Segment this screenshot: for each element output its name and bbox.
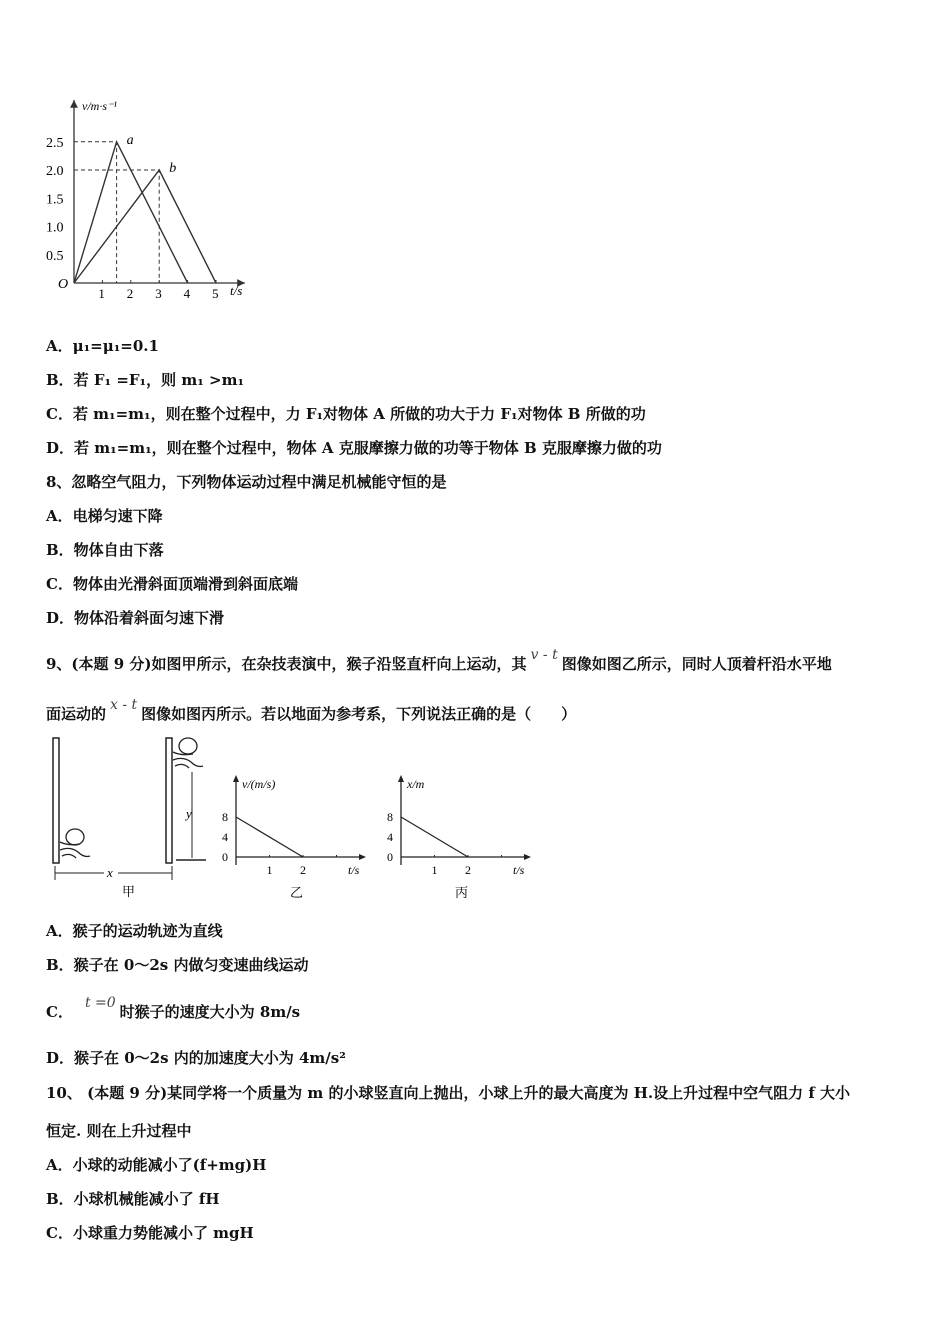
- series-line-b: [74, 170, 216, 283]
- q9-stem-part4: 图像如图丙所示。若以地面为参考系，下列说法正确的是（ ）: [141, 705, 577, 723]
- x-tick-label: 4: [183, 286, 191, 301]
- x-axis-label: t/s: [513, 863, 525, 877]
- x-axis-arrow-icon: [359, 854, 366, 860]
- q10-option-b: B．小球机械能减小了 fH: [46, 1190, 220, 1208]
- q8-option-d: D．物体沿着斜面匀速下滑: [46, 609, 225, 627]
- pole-right: [166, 738, 172, 863]
- q9-option-c-text: 时猴子的速度大小为 8m/s: [119, 1003, 301, 1021]
- pole-left: [53, 738, 59, 863]
- x-tick-label: 2: [465, 863, 471, 877]
- y-tick-label: 2.5: [46, 135, 64, 151]
- x-tick-label: 2: [126, 286, 134, 301]
- y-axis-arrow-icon: [233, 775, 239, 782]
- q9-stem-line2: [46, 697, 577, 725]
- q8-stem: 8、忽略空气阻力，下列物体运动过程中满足机械能守恒的是: [46, 473, 447, 491]
- figure-yi-vt-graph: [220, 770, 380, 905]
- q9-stem-part3: 面运动的: [46, 705, 107, 723]
- q7-option-c: C．若 m₁=m₁，则在整个过程中，力 F₁对物体 A 所做的功大于力 F₁对物体 B 所做的功: [46, 405, 646, 423]
- q9-option-a: A．猴子的运动轨迹为直线: [46, 922, 223, 940]
- x-label: x: [107, 865, 113, 880]
- y-axis-arrow-icon: [398, 775, 404, 782]
- q9-stem-line1: [46, 647, 832, 675]
- y-tick-label: 0: [222, 850, 228, 864]
- y-tick-label: 4: [222, 830, 228, 844]
- y-tick-label: 8: [387, 810, 393, 824]
- vt-symbol: v - t: [530, 647, 558, 663]
- y-axis-label: v/(m/s): [242, 777, 276, 791]
- figure-jia-monkey-pole: [40, 730, 220, 905]
- y-tick-label: 1.0: [46, 220, 64, 236]
- q8-option-c: C．物体由光滑斜面顶端滑到斜面底端: [46, 575, 298, 593]
- q9-stem-part1: 9、(本题 9 分)如图甲所示，在杂技表演中，猴子沿竖直杆向上运动，其: [46, 655, 527, 673]
- xt-symbol: x - t: [110, 697, 138, 713]
- x-tick-label: 1: [266, 863, 273, 877]
- x-tick-label: 5: [212, 286, 219, 301]
- q7-option-a: A．μ₁=μ₁=0.1: [46, 337, 159, 355]
- monkey-icon-bottom: [60, 829, 90, 858]
- caption-jia: 甲: [122, 884, 136, 899]
- data-line: [401, 817, 468, 857]
- q7-option-b: B．若 F₁ =F₁，则 m₁ >m₁: [46, 371, 245, 389]
- caption: 乙: [290, 885, 304, 900]
- q8-option-a: A．电梯匀速下降: [46, 507, 163, 525]
- q9-option-c: [46, 995, 301, 1023]
- q9-stem-part2: 图像如图乙所示，同时人顶着杆沿水平地: [561, 655, 832, 673]
- monkey-icon-top: [173, 738, 203, 768]
- t0-symbol: t =0: [84, 995, 116, 1011]
- q9-option-c-label: C．: [46, 1003, 73, 1021]
- x-tick-label: 2: [300, 863, 306, 877]
- x-axis-label: t/s: [230, 283, 243, 298]
- q8-option-b: B．物体自由下落: [46, 541, 164, 559]
- origin-label: O: [58, 277, 69, 292]
- x-tick-label: 3: [155, 286, 162, 301]
- vt-graph-figure: [40, 90, 260, 305]
- y-tick-label: 1.5: [46, 192, 64, 208]
- y-tick-label: 0: [387, 850, 393, 864]
- x-axis-arrow-icon: [524, 854, 531, 860]
- x-tick-label: 1: [98, 286, 105, 301]
- q10-option-c: C．小球重力势能减小了 mgH: [46, 1224, 254, 1242]
- figure-bing-xt-graph: [385, 770, 545, 905]
- q10-stem-line1: 10、 (本题 9 分)某同学将一个质量为 m 的小球竖直向上抛出，小球上升的最大高度为 H.设上升过程中空气阻力 f 大小: [46, 1084, 851, 1102]
- y-axis-label: v/m·s⁻¹: [82, 99, 117, 113]
- x-axis-label: t/s: [348, 863, 360, 877]
- q9-option-d: D．猴子在 0～2s 内的加速度大小为 4m/s²: [46, 1049, 346, 1067]
- y-label: y: [186, 806, 192, 821]
- y-tick-label: 0.5: [46, 248, 64, 264]
- y-tick-label: 8: [222, 810, 228, 824]
- caption: 丙: [455, 885, 469, 900]
- series-label-b: b: [169, 161, 177, 176]
- y-tick-label: 2.0: [46, 164, 64, 179]
- data-line: [236, 817, 303, 857]
- y-axis-label: x/m: [407, 777, 425, 791]
- q10-stem-line2: 恒定. 则在上升过程中: [46, 1122, 192, 1140]
- y-tick-label: 4: [387, 830, 393, 844]
- q9-option-b: B．猴子在 0～2s 内做匀变速曲线运动: [46, 956, 309, 974]
- q7-option-d: D．若 m₁=m₁，则在整个过程中，物体 A 克服摩擦力做的功等于物体 B 克服摩擦力做的功: [46, 439, 662, 457]
- series-label-a: a: [126, 132, 134, 148]
- x-tick-label: 1: [431, 863, 438, 877]
- q10-option-a: A．小球的动能减小了(f+mg)H: [46, 1156, 267, 1174]
